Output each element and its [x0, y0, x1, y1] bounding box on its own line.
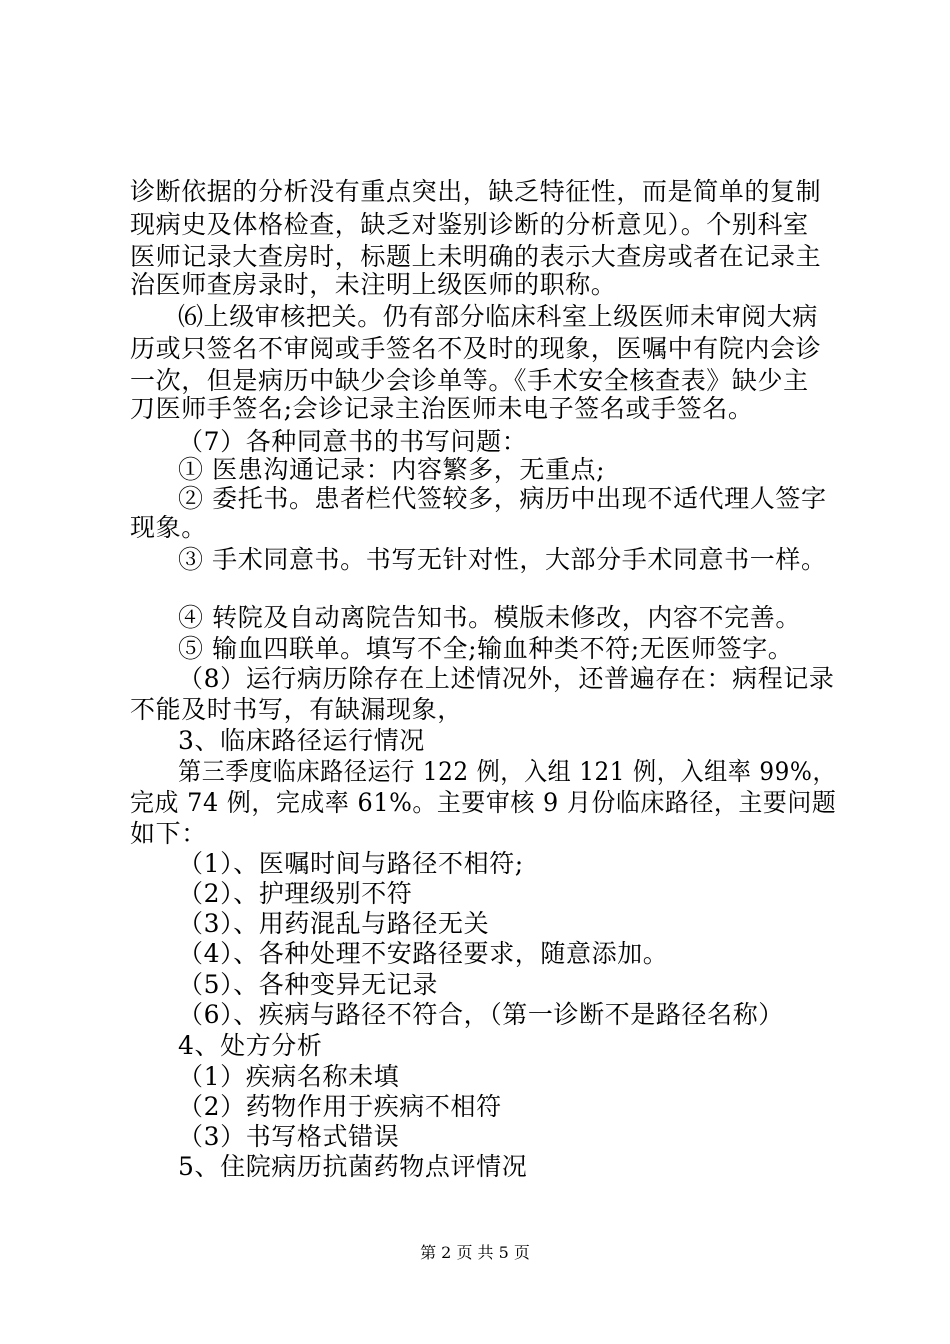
body-line-17: 不能及时书写，有缺漏现象，: [130, 695, 463, 724]
body-line-7: 一次，但是病历中缺少会诊单等。《手术安全核查表》缺少主: [130, 366, 809, 395]
list-item: （2）、护理级别不符: [178, 879, 413, 908]
section-heading-antibiotics: 5、住院病历抗菌药物点评情况: [178, 1152, 528, 1181]
list-item: ① 医患沟通记录：内容繁多，无重点;: [178, 455, 606, 484]
body-line-19: 第三季度临床路径运行 122 例，入组 121 例，入组率 99%，: [178, 757, 837, 786]
page-footer: 第 2 页 共 5 页: [420, 1243, 530, 1262]
list-item: （5）、各种变异无记录: [178, 970, 439, 999]
list-item: （1）疾病名称未填: [178, 1062, 400, 1091]
list-item: （3）、用药混乱与路径无关: [178, 909, 490, 938]
body-line-8: 刀医师手签名;会诊记录主治医师未电子签名或手签名。: [130, 394, 754, 423]
section-heading-clinical-path: 3、临床路径运行情况: [178, 726, 425, 755]
body-line-6: 历或只签名不审阅或手签名不及时的现象，医嘱中有院内会诊: [130, 334, 822, 363]
list-item: （4）、各种处理不安路径要求，随意添加。: [178, 939, 669, 968]
body-line-4: 治医师查房录时，未注明上级医师的职称。: [130, 270, 617, 299]
body-line-21: 如下：: [130, 819, 207, 848]
body-line-5: ⑹上级审核把关。仍有部分临床科室上级医师未审阅大病: [178, 302, 819, 331]
list-item: ② 委托书。患者栏代签较多，病历中出现不适代理人签字: [178, 484, 827, 513]
body-line-12: 现象。: [130, 513, 207, 542]
body-line-1: 诊断依据的分析没有重点突出，缺乏特征性，而是简单的复制: [130, 177, 822, 206]
list-item: （1）、医嘱时间与路径不相符;: [178, 849, 524, 878]
body-line-3: 医师记录大查房时，标题上未明确的表示大查房或者在记录主: [130, 242, 822, 271]
section-heading-consent: （7）各种同意书的书写问题：: [178, 427, 528, 456]
list-item: ⑤ 输血四联单。填写不全;输血种类不符;无医师签字。: [178, 634, 794, 663]
body-line-16: （8）运行病历除存在上述情况外，还普遍存在：病程记录: [178, 664, 835, 693]
body-line-20: 完成 74 例，完成率 61%。主要审核 9 月份临床路径，主要问题: [130, 788, 837, 817]
section-heading-prescription: 4、处方分析: [178, 1031, 323, 1060]
list-item: ③ 手术同意书。书写无针对性，大部分手术同意书一样。: [178, 545, 827, 574]
body-line-2: 现病史及体格检查，缺乏对鉴别诊断的分析意见）。个别科室: [130, 210, 809, 239]
list-item: （6）、疾病与路径不符合，（第一诊断不是路径名称）: [178, 1000, 784, 1029]
list-item: （2）药物作用于疾病不相符: [178, 1092, 502, 1121]
list-item: （3）书写格式错误: [178, 1122, 400, 1151]
list-item: ④ 转院及自动离院告知书。模版未修改，内容不完善。: [178, 603, 801, 632]
